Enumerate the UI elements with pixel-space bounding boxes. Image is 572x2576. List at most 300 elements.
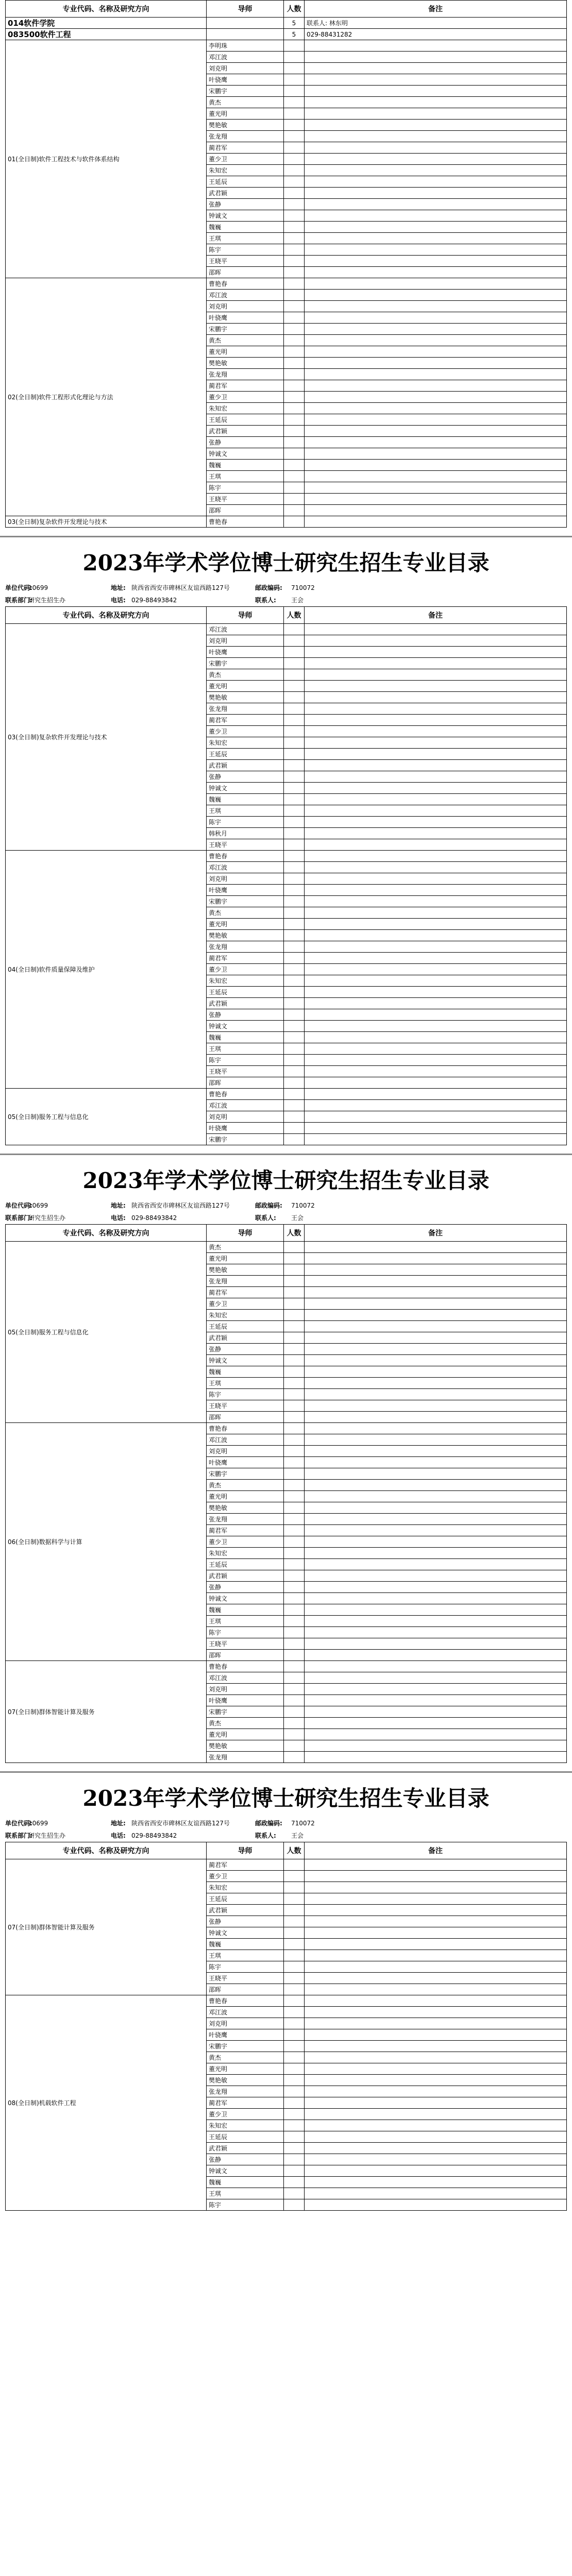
address-value: 陕西省西安市碑林区友谊西路127号	[131, 1202, 230, 1209]
count-cell	[284, 233, 305, 244]
note-cell	[305, 2029, 567, 2041]
phone-label: 电话:	[111, 1832, 126, 1839]
note-cell	[305, 624, 567, 635]
tutor-name: 朱知宏	[207, 1882, 284, 1893]
tutor-name: 樊艳敏	[207, 930, 284, 941]
tutor-name: 樊艳敏	[207, 120, 284, 131]
count-cell	[284, 142, 305, 154]
count-cell	[284, 1066, 305, 1077]
count-cell	[284, 1995, 305, 2007]
postal-label: 邮政编码:	[255, 584, 282, 591]
note-cell	[305, 1661, 567, 1672]
address-value: 陕西省西安市碑林区友谊西路127号	[131, 1820, 230, 1827]
tutor-row	[6, 1995, 567, 2007]
research-direction: 01(全日制)软件工程技术与软件体系结构	[6, 40, 207, 278]
postal-value: 710072	[291, 1202, 315, 1209]
count-cell	[284, 516, 305, 528]
note-cell	[305, 783, 567, 794]
tutor-name: 钟诚文	[207, 2165, 284, 2177]
tutor-name: 邓江波	[207, 624, 284, 635]
header-note: 备注	[305, 1, 567, 18]
count-cell	[284, 256, 305, 267]
count-cell	[284, 760, 305, 771]
note-cell	[305, 165, 567, 176]
tutor-name: 叶骁鹰	[207, 312, 284, 324]
count-cell	[284, 120, 305, 131]
count-cell	[284, 2052, 305, 2063]
tutor-name: 董少卫	[207, 154, 284, 165]
count-cell	[284, 403, 305, 414]
note-cell	[305, 794, 567, 805]
note-cell	[305, 120, 567, 131]
note-cell	[305, 851, 567, 862]
note-cell	[305, 437, 567, 448]
dept-label: 联系部门:	[5, 1832, 32, 1839]
note-cell	[305, 324, 567, 335]
note-cell	[305, 1740, 567, 1752]
catalog-table	[5, 0, 567, 528]
count-cell	[284, 1344, 305, 1355]
note-cell	[305, 862, 567, 873]
contact-label: 联系人:	[255, 1832, 276, 1839]
count-cell	[284, 2177, 305, 2188]
tutor-name: 邓江波	[207, 862, 284, 873]
note-cell	[305, 1706, 567, 1718]
count-cell	[284, 1706, 305, 1718]
count-cell	[284, 1378, 305, 1389]
count-cell	[284, 267, 305, 278]
count-cell	[284, 975, 305, 987]
document-title: 2023年学术学位博士研究生招生专业目录	[82, 1168, 490, 1193]
header-tutor: 导师	[207, 607, 284, 624]
count-cell	[284, 1032, 305, 1043]
research-direction: 05(全日制)服务工程与信息化	[6, 1242, 207, 1423]
count-cell	[284, 1638, 305, 1650]
note-cell	[305, 1310, 567, 1321]
tutor-name: 董光明	[207, 919, 284, 930]
note-cell	[305, 1457, 567, 1468]
tutor-row	[6, 1661, 567, 1672]
unit-code-label: 单位代码:	[5, 1820, 32, 1827]
note-cell	[305, 1242, 567, 1253]
dept-label: 联系部门:	[5, 597, 32, 604]
note-cell	[305, 505, 567, 516]
tutor-name: 钟诚文	[207, 1355, 284, 1366]
tutor-row	[6, 1859, 567, 1871]
tutor-name: 武君颖	[207, 1570, 284, 1582]
tutor-name: 张龙翔	[207, 2086, 284, 2097]
header-direction: 专业代码、名称及研究方向	[6, 1842, 207, 1859]
meta-row	[0, 594, 572, 606]
note-cell	[305, 1077, 567, 1089]
count-cell	[284, 681, 305, 692]
note-cell	[305, 1559, 567, 1570]
major-row	[6, 29, 567, 40]
note-cell	[305, 1066, 567, 1077]
tutor-name: 钟诚文	[207, 448, 284, 460]
tutor-name: 董少卫	[207, 2109, 284, 2120]
count-cell: 5	[284, 29, 305, 40]
tutor-name: 王延辰	[207, 176, 284, 188]
count-cell	[284, 1242, 305, 1253]
count-cell	[284, 1502, 305, 1514]
tutor-name: 樊艳敏	[207, 692, 284, 703]
page-spacer	[0, 1773, 572, 1780]
tutor-name: 黄杰	[207, 97, 284, 108]
note-cell	[305, 1871, 567, 1882]
count-cell	[284, 669, 305, 681]
tutor-name: 钟诚文	[207, 1593, 284, 1604]
note-cell	[305, 1916, 567, 1927]
tutor-row	[6, 624, 567, 635]
count-cell	[284, 1457, 305, 1468]
note-cell	[305, 2154, 567, 2165]
count-cell	[284, 896, 305, 907]
count-cell	[284, 1893, 305, 1905]
tutor-name: 张龙翔	[207, 1752, 284, 1763]
tutor-name: 张静	[207, 771, 284, 783]
count-cell	[284, 2143, 305, 2154]
count-cell	[284, 1412, 305, 1423]
note-cell	[305, 131, 567, 142]
header-tutor: 导师	[207, 1225, 284, 1242]
count-cell	[284, 108, 305, 120]
tutor-name: 魏巍	[207, 460, 284, 471]
note-cell	[305, 1950, 567, 1961]
note-cell	[305, 1412, 567, 1423]
count-cell	[284, 154, 305, 165]
research-direction: 03(全日制)复杂软件开发理论与技术	[6, 516, 207, 528]
meta-row	[0, 1212, 572, 1224]
note-cell	[305, 86, 567, 97]
note-cell	[305, 244, 567, 256]
note-cell	[305, 222, 567, 233]
count-cell	[284, 426, 305, 437]
header-note: 备注	[305, 607, 567, 624]
tutor-name: 黄杰	[207, 669, 284, 681]
note-cell	[305, 1984, 567, 1995]
tutor-name: 董少卫	[207, 1536, 284, 1548]
note-cell	[305, 301, 567, 312]
note-cell	[305, 108, 567, 120]
note-cell	[305, 2007, 567, 2018]
count-cell	[284, 324, 305, 335]
count-cell	[284, 1661, 305, 1672]
note-cell	[305, 1939, 567, 1950]
tutor-name: 樊艳敏	[207, 2075, 284, 2086]
note-cell	[305, 1089, 567, 1100]
tutor-name: 魏巍	[207, 1604, 284, 1616]
tutor-name: 王延辰	[207, 1321, 284, 1332]
count-cell	[284, 1593, 305, 1604]
note-cell	[305, 1434, 567, 1446]
count-cell	[284, 715, 305, 726]
count-cell	[284, 471, 305, 482]
note-cell	[305, 1134, 567, 1145]
count-cell	[284, 176, 305, 188]
note-cell	[305, 953, 567, 964]
note-cell	[305, 930, 567, 941]
count-cell	[284, 1672, 305, 1684]
count-cell	[284, 987, 305, 998]
tutor-name: 董少卫	[207, 726, 284, 737]
tutor-name: 王琪	[207, 471, 284, 482]
count-cell	[284, 953, 305, 964]
count-cell	[284, 97, 305, 108]
note-cell	[305, 358, 567, 369]
meta-row	[0, 582, 572, 594]
note-cell	[305, 647, 567, 658]
tutor-name: 宋鹏宇	[207, 2041, 284, 2052]
tutor-name: 叶骁鹰	[207, 885, 284, 896]
note-cell: 029-88431282	[305, 29, 567, 40]
note-cell	[305, 210, 567, 222]
count-cell	[284, 2109, 305, 2120]
count-cell	[284, 1253, 305, 1264]
count-cell	[284, 1984, 305, 1995]
unit-code-label: 单位代码:	[5, 584, 32, 591]
note-cell	[305, 1423, 567, 1434]
count-cell	[284, 1627, 305, 1638]
tutor-name: 刘克明	[207, 873, 284, 885]
note-cell	[305, 97, 567, 108]
school-name: 014软件学院	[6, 18, 207, 29]
count-cell	[284, 460, 305, 471]
address-label: 地址:	[111, 584, 126, 591]
count-cell	[284, 1332, 305, 1344]
count-cell	[284, 1973, 305, 1984]
count-cell	[284, 1021, 305, 1032]
tutor-name: 王晓平	[207, 1638, 284, 1650]
count-cell	[284, 1134, 305, 1145]
tutor-name: 王琪	[207, 1950, 284, 1961]
contact-value: 王会	[291, 1214, 304, 1222]
major-name: 083500软件工程	[6, 29, 207, 40]
contact-value: 王会	[291, 597, 304, 604]
count-cell	[284, 2131, 305, 2143]
note-cell	[305, 1287, 567, 1298]
tutor-row	[6, 1423, 567, 1434]
count-cell	[284, 2007, 305, 2018]
tutor-name: 黄杰	[207, 2052, 284, 2063]
count-cell	[284, 1582, 305, 1593]
note-cell	[305, 2097, 567, 2109]
research-direction: 04(全日制)软件质量保障及维护	[6, 851, 207, 1089]
note-cell	[305, 256, 567, 267]
tutor-name: 张静	[207, 2154, 284, 2165]
address-label: 地址:	[111, 1202, 126, 1209]
note-cell	[305, 1695, 567, 1706]
tutor-name: 张龙翔	[207, 1514, 284, 1525]
count-cell	[284, 494, 305, 505]
note-cell	[305, 312, 567, 324]
header-row	[6, 1, 567, 18]
count-cell	[284, 1559, 305, 1570]
tutor-name: 叶骁鹰	[207, 2029, 284, 2041]
tutor-name: 樊艳敏	[207, 1740, 284, 1752]
meta-block	[0, 1817, 572, 1842]
catalog-page	[0, 1771, 572, 2211]
note-cell	[305, 1616, 567, 1627]
count-cell	[284, 2097, 305, 2109]
tutor-name: 陈宇	[207, 1627, 284, 1638]
note-cell	[305, 1893, 567, 1905]
count-cell	[284, 964, 305, 975]
tutor-name: 魏巍	[207, 1032, 284, 1043]
contact-label: 联系人:	[255, 1214, 276, 1222]
note-cell	[305, 403, 567, 414]
tutor-name: 张静	[207, 1344, 284, 1355]
tutor-name: 宋鹏宇	[207, 324, 284, 335]
count-cell	[284, 1927, 305, 1939]
phone-value: 029-88493842	[131, 597, 177, 604]
count-cell	[284, 1043, 305, 1055]
header-count: 人数	[284, 607, 305, 624]
tutor-name: 张静	[207, 1916, 284, 1927]
research-direction: 07(全日制)群体智能计算及服务	[6, 1661, 207, 1763]
count-cell	[284, 1400, 305, 1412]
note-cell	[305, 471, 567, 482]
note-cell	[305, 1650, 567, 1661]
count-cell	[284, 1009, 305, 1021]
header-tutor: 导师	[207, 1, 284, 18]
note-cell	[305, 1627, 567, 1638]
count-cell	[284, 2063, 305, 2075]
count-cell	[284, 1468, 305, 1480]
tutor-name: 刘克明	[207, 635, 284, 647]
count-cell	[284, 482, 305, 494]
header-direction: 专业代码、名称及研究方向	[6, 607, 207, 624]
count-cell	[284, 1089, 305, 1100]
count-cell	[284, 1434, 305, 1446]
count-cell	[284, 301, 305, 312]
tutor-name: 蔺君军	[207, 380, 284, 392]
note-cell	[305, 494, 567, 505]
tutor-name: 魏巍	[207, 1366, 284, 1378]
tutor-name: 武君颖	[207, 1905, 284, 1916]
tutor-name: 张龙翔	[207, 1276, 284, 1287]
count-cell	[284, 930, 305, 941]
phone-value: 029-88493842	[131, 1832, 177, 1839]
count-cell	[284, 1423, 305, 1434]
note-cell	[305, 2109, 567, 2120]
note-cell	[305, 1536, 567, 1548]
count-cell	[284, 86, 305, 97]
note-cell	[305, 1480, 567, 1491]
note-cell	[305, 369, 567, 380]
count-cell	[284, 737, 305, 749]
count-cell	[284, 188, 305, 199]
note-cell	[305, 1525, 567, 1536]
count-cell	[284, 771, 305, 783]
tutor-name: 樊艳敏	[207, 358, 284, 369]
count-cell	[284, 74, 305, 86]
meta-row	[0, 1199, 572, 1212]
note-cell	[305, 987, 567, 998]
count-cell	[284, 2154, 305, 2165]
catalog-page	[0, 0, 572, 528]
address-value: 陕西省西安市碑林区友谊西路127号	[131, 584, 230, 591]
postal-label: 邮政编码:	[255, 1202, 282, 1209]
note-cell	[305, 1684, 567, 1695]
tutor-name: 董少卫	[207, 1298, 284, 1310]
note-cell	[305, 2165, 567, 2177]
note-cell	[305, 749, 567, 760]
count-cell	[284, 1718, 305, 1729]
count-cell	[284, 1961, 305, 1973]
tutor-name: 宋鹏宇	[207, 86, 284, 97]
note-cell	[305, 1514, 567, 1525]
count-cell	[284, 726, 305, 737]
count-cell	[284, 1871, 305, 1882]
dept-value: 研究生招生办	[28, 1214, 66, 1222]
note-cell	[305, 2086, 567, 2097]
note-cell	[305, 1973, 567, 1984]
tutor-name: 邓江波	[207, 1100, 284, 1111]
count-cell	[284, 1055, 305, 1066]
tutor-name: 刘克明	[207, 2018, 284, 2029]
phone-label: 电话:	[111, 597, 126, 604]
count-cell	[284, 851, 305, 862]
catalog-table	[5, 1224, 567, 1763]
note-cell	[305, 1276, 567, 1287]
tutor-name: 邵晖	[207, 1984, 284, 1995]
note-cell	[305, 692, 567, 703]
dept-value: 研究生招生办	[28, 597, 66, 604]
tutor-name: 蔺君军	[207, 1287, 284, 1298]
tutor-name: 董少卫	[207, 1871, 284, 1882]
tutor-name: 邓江波	[207, 52, 284, 63]
note-cell	[305, 919, 567, 930]
tutor-name: 黄杰	[207, 1242, 284, 1253]
tutor-name: 刘克明	[207, 1111, 284, 1123]
tutor-name: 叶骁鹰	[207, 1695, 284, 1706]
dept-value: 研究生招生办	[28, 1832, 66, 1839]
unit-code-value: 10699	[28, 584, 48, 591]
header-count: 人数	[284, 1, 305, 18]
note-cell	[305, 1502, 567, 1514]
note-cell	[305, 964, 567, 975]
school-row	[6, 18, 567, 29]
postal-value: 710072	[291, 1820, 315, 1827]
count-cell	[284, 783, 305, 794]
tutor-name: 叶骁鹰	[207, 647, 284, 658]
tutor-name: 张静	[207, 1009, 284, 1021]
unit-code-value: 10699	[28, 1820, 48, 1827]
tutor-name: 刘克明	[207, 1684, 284, 1695]
note-cell	[305, 516, 567, 528]
page-spacer	[0, 537, 572, 545]
tutor-name: 魏巍	[207, 794, 284, 805]
tutor-name: 韩秋月	[207, 828, 284, 839]
count-cell	[284, 998, 305, 1009]
header-note: 备注	[305, 1842, 567, 1859]
tutor-name: 黄杰	[207, 1480, 284, 1491]
unit-code-value: 10699	[28, 1202, 48, 1209]
count-cell	[284, 448, 305, 460]
note-cell	[305, 1021, 567, 1032]
tutor-cell	[207, 29, 284, 40]
note-cell	[305, 2052, 567, 2063]
count-cell	[284, 2086, 305, 2097]
tutor-name: 王琪	[207, 1378, 284, 1389]
count-cell	[284, 1514, 305, 1525]
tutor-name: 宋鹏宇	[207, 1706, 284, 1718]
note-cell	[305, 1718, 567, 1729]
note-cell	[305, 1638, 567, 1650]
note-cell	[305, 482, 567, 494]
header-direction: 专业代码、名称及研究方向	[6, 1225, 207, 1242]
